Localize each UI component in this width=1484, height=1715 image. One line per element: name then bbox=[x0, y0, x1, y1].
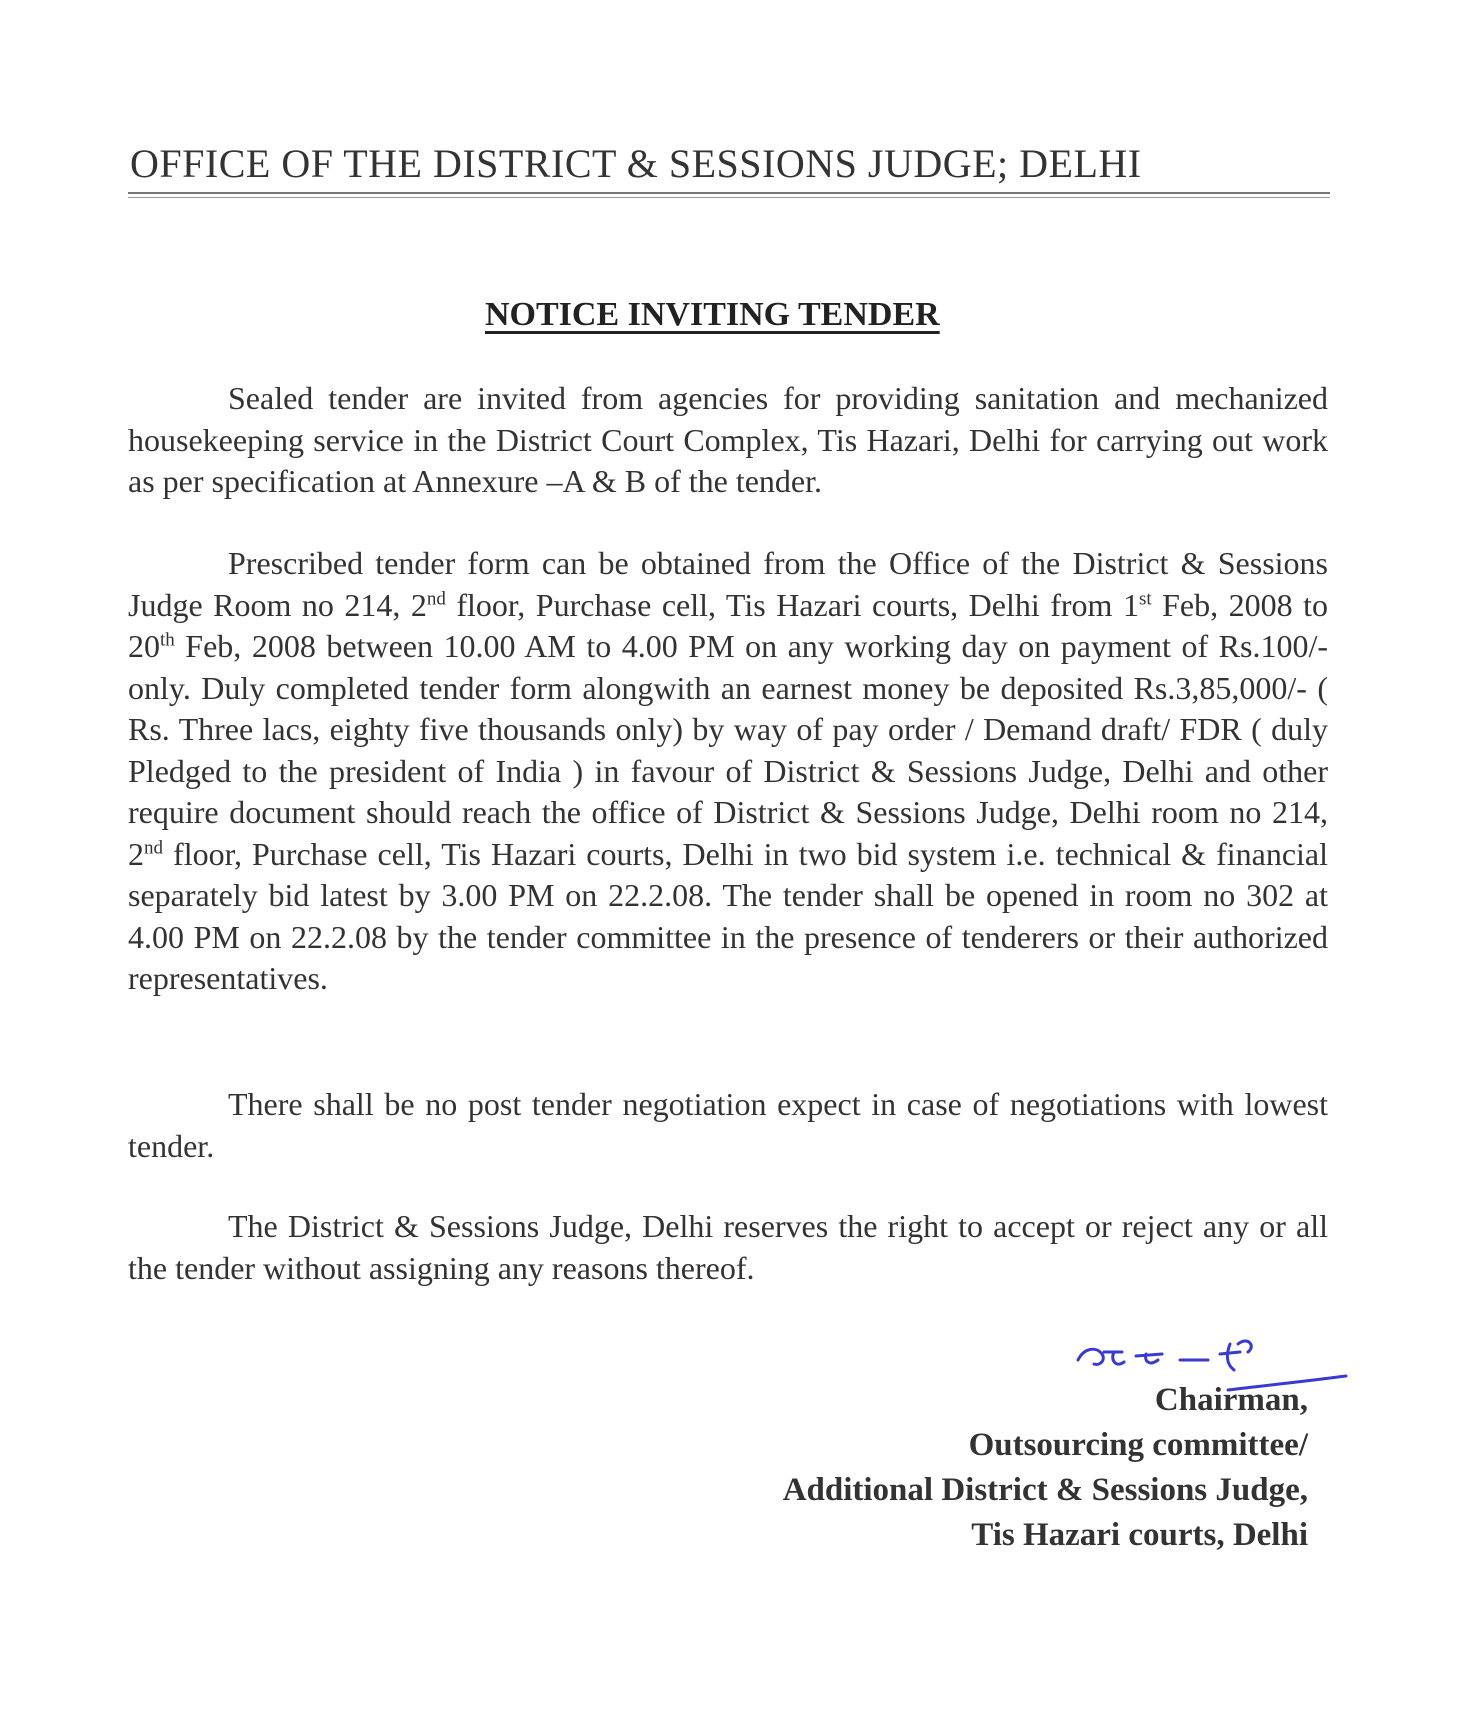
paragraph-no-negotiation: There shall be no post tender negotiation expect in case of negotiations with lowest tender. bbox=[128, 1086, 1328, 1164]
para2-text-3: Feb, 2008 to 20 bbox=[128, 586, 1329, 664]
header-rule bbox=[128, 192, 1330, 194]
paragraph-tender-invitation: Sealed tender are invited from agencies for providing sanitation and mechanized housekeeping service in the District Court Complex, Tis Hazari, Delhi for carrying out work as per specification at Annexure –A & B of the tender. bbox=[128, 380, 1328, 499]
signatory-block bbox=[783, 1378, 1308, 1558]
para2-text-5: floor, Purchase cell, Tis Hazari courts, Delhi in two bid system i.e. technical & financial separately bid latest by 3.00 PM on 22.2.08. The tender shall be opened in room no 302 at 4.00 PM on 22.2.08 by the tender committee in the presence of tenderers or their authorized representatives. bbox=[128, 835, 1328, 996]
signatory-location: Tis Hazari courts, Delhi bbox=[971, 1517, 1308, 1553]
notice-title: NOTICE INVITING TENDER bbox=[485, 296, 940, 333]
header-rule-thin bbox=[128, 197, 1330, 198]
paragraph-tender-form-details bbox=[128, 543, 1328, 1000]
office-header: OFFICE OF THE DISTRICT & SESSIONS JUDGE; DELHI bbox=[130, 141, 1142, 186]
para2-sup-3: th bbox=[160, 629, 175, 651]
paragraph-reserves-right: The District & Sessions Judge, Delhi reserves the right to accept or reject any or all the tender without assigning any reasons thereof. bbox=[128, 1208, 1328, 1286]
para2-sup-4: nd bbox=[144, 836, 163, 858]
para2-sup-2: st bbox=[1138, 587, 1152, 609]
para2-sup-1: nd bbox=[426, 587, 446, 609]
para2-text-2: floor, Purchase cell, Tis Hazari courts, Delhi from 1 bbox=[445, 586, 1139, 623]
para2-text-1: Prescribed tender form can be obtained from the Office of the District & Sessions Judge Room no 214, 2 bbox=[128, 545, 1328, 623]
signatory-title: Chairman, bbox=[1154, 1382, 1308, 1418]
signatory-designation: Additional District & Sessions Judge, bbox=[782, 1472, 1308, 1508]
para2-text-4: Feb, 2008 between 10.00 AM to 4.00 PM on any working day on payment of Rs.100/- only. Duly completed tender form alongwith an earnest money be deposited Rs.3,85,000/- ( Rs. Three lacs, eighty five thousands only) by way of pay order / Demand draft/ FDR ( duly Pledged to the president of India ) in favour of District & Sessions Judge, Delhi and other require document should reach the office of District & Sessions Judge, Delhi room no 214, 2 bbox=[128, 628, 1328, 872]
signatory-committee: Outsourcing committee/ bbox=[968, 1427, 1308, 1463]
